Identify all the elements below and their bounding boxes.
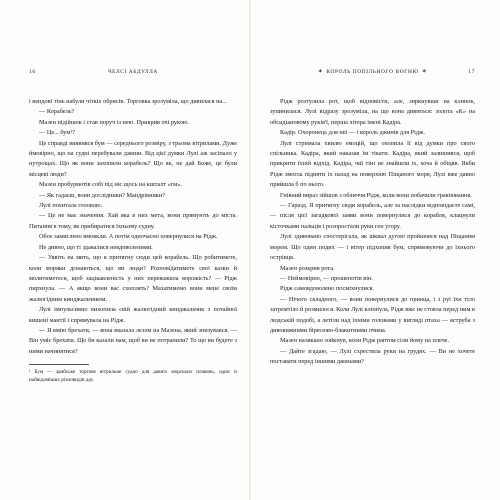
paragraph: — Це... бум¹? xyxy=(39,129,75,137)
paragraph: — Я вмію брехати, — вона вказала лезом на Мазена, який знизувався. — Він уміє брехати. Що би казали нам, щоб ви не потрапили? То що ви будете з ними начинятися? xyxy=(29,326,237,355)
paragraph: Лулі стримала хвилю емоцій, що охопила її від думки про свого спільника. Кадіра, який наказав їм тікати. Кадіра, який залишився, щоб прикрити їхній відхід. Кадіра, чиї тіні не знайшли іх, хоча й обіцяв. Якби Рідж змогла підняти їх назад на поверхню Піщаного моря, Лулі вже давно прийшла б по нього. xyxy=(270,139,475,189)
paragraph: Мазен пробурмотів собі під ніс щось на кшталт «гм». xyxy=(39,181,182,189)
paragraph: Лулі імпульсивно вихопила свій жалюгідний кинджальчик з потайної кишені мантії і спрямувала на Рідж. xyxy=(29,306,237,324)
paragraph: — Дайте згадаю, — Лулі схрестила руки на грудях. — Ви не хочете поставати перед іншими джинами? xyxy=(270,347,475,366)
left-running-head xyxy=(29,67,237,77)
paragraph: — Уявіть на мить, що я притягну сюди цей корабель. Що робитимете, коли моряки дізнаються, що ви люди? Розповідатимете свої казки й молитиметеся, щоб зацікавленість у них переважила ворожість? — Рідж пирхнула. — А якщо вони вас схоплять? Махатимемо вони мене своїм жалюгідним кинджальчиком. xyxy=(29,254,237,303)
paragraph: Рідж розтулила рот, щоб відповісти, але, зиркнувши на клинок, зупинилася. Лулі відразу зрозуміла, на що вона дивиться: золота «К» на обсидіановому руків'ї, перша літера імені Кадіра. xyxy=(270,98,475,126)
paragraph: Обоє замислено вмовкли. А потім одночасно повернулися на Рідж. xyxy=(39,233,218,241)
right-page xyxy=(270,69,475,368)
paragraph: Лулі здивовано спостерігала, як шквал дугою пройшовся над Піщаним морем. Що один подих — і вітер підхопив бум, спрямовуючи до їхнього острівця. xyxy=(270,233,475,262)
paragraph: і вендові тінь набули чіткіх обрисів. Торговка зрозуміла, що дивилася на... xyxy=(29,98,227,105)
paragraph: — Нічого складного, — вони повернулися до принца, і з руї їхн тіло затремтіло й розмилося. Коли Лулі кліпнула, Рідж вже не стояла перед ним в людській подобі, а летіли над їхніми головами у вигляді птаха — яструба з дивовижними бірюзово-блакитними очима. xyxy=(270,295,475,334)
paragraph: — Неймовірно, — прошепотів він. xyxy=(280,274,373,282)
left-running-title: ЧЕЛСІ АБДУЛЛА xyxy=(108,69,158,75)
book-gutter xyxy=(249,0,251,500)
paragraph: Мазен підійшов і став поруч із нею. Прикрив очі рукою. xyxy=(39,118,190,126)
footnote-divider xyxy=(29,364,89,365)
left-body-text xyxy=(29,97,237,357)
right-page-number: 17 xyxy=(468,69,475,75)
footnote: ¹ Бум — арабське торгове вітрильне судно для давніх морських плавань, один із найвідоміших різновидів дау. xyxy=(29,369,237,383)
right-running-title: КОРОЛЬ ПОПІЛЬНОГО ВОГНЮ xyxy=(326,69,419,75)
paragraph: Це справді виявився бум — середнього розміру, з трьома вітрилами. Дуже ймовірно, що на судні перебували джини. Від цієї думки Лулі аж засіпало у нутрощах. Що як вони захопили корабель? Що як, не дай Боже, це були місцеві люди? xyxy=(29,139,237,178)
paragraph: — Корабель? xyxy=(39,108,75,116)
right-running-head xyxy=(270,67,475,77)
paragraph: — Це не має значення. Хай яка в них мета, вони прямують до міста. Питання в тому, як прибиратися їхньому судну. xyxy=(29,212,237,230)
paragraph: — Як гадаєш, вони дослідники? Мандрівники? xyxy=(39,191,165,199)
right-running-title-wrap xyxy=(270,67,475,77)
left-page xyxy=(29,69,237,384)
paragraph: Кадір. Охоронець для неї — і король джинів для Рідж. xyxy=(280,129,425,137)
star-ornament-icon: ✶ xyxy=(317,69,324,75)
paragraph: Мазен налякано зойкнув, коли Рідж раптом сіли йому на плече. xyxy=(280,337,450,345)
left-page-number: 16 xyxy=(29,69,36,75)
paragraph: Мазен розкрив рота. xyxy=(280,264,335,272)
star-ornament-icon: ✶ xyxy=(421,69,428,75)
paragraph: Рідж самовдоволено посміхнулися. xyxy=(280,285,375,293)
paragraph: Лулі похитала головою. xyxy=(39,202,103,210)
paragraph: Не дивно, що ті здавалися невдоволеними. xyxy=(39,243,153,251)
right-body-text xyxy=(270,97,475,368)
paragraph: Гнівний вираз зійшов з обличчя Рідж, коли вони побачили гравіювання. xyxy=(280,191,472,199)
paragraph: — Гаразд. Я притягну сюди корабель, але за наслідки відповідаєте самі, — після цієї загадкової заяви вони повернулися до корабля, клацнули кісточками пальців і розпростали руки ген угору. xyxy=(270,202,475,230)
